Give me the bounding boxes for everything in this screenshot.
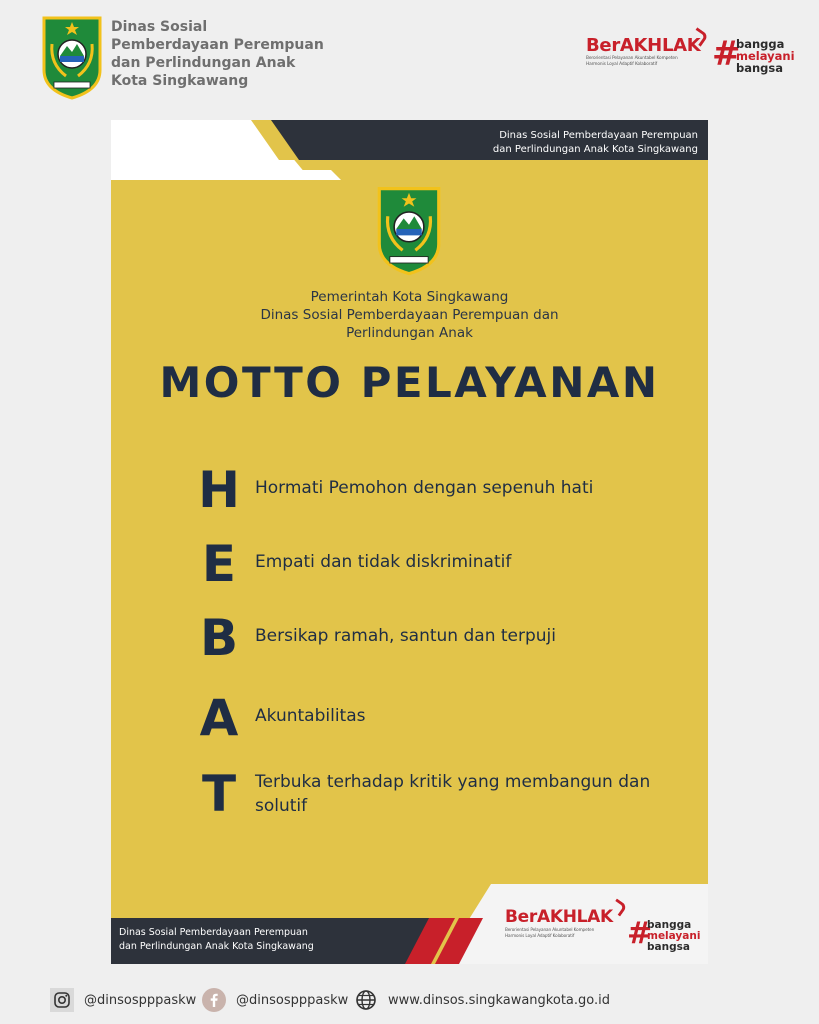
berakhlak-sub: Berorientasi Pelayanan Akuntabel Kompeten: [586, 56, 678, 61]
government-heading: [111, 288, 708, 342]
hashtag-icon: #: [627, 916, 653, 951]
value-text: Terbuka terhadap kritik yang membangun dan solutif: [255, 772, 651, 816]
bottom-strip-line: Dinas Sosial Pemberdayaan Perempuan: [119, 927, 308, 938]
berakhlak-logo: [586, 36, 702, 68]
berakhlak-sub: Harmonis Loyal Adaptif Kolaboratif: [505, 933, 575, 938]
berakhlak-word: BerAKHLAK: [586, 35, 701, 56]
value-text: Bersikap ramah, santun dan terpuji: [255, 626, 556, 646]
bangga-melayani-logo: [627, 916, 707, 956]
heading-line: Perlindungan Anak: [346, 325, 473, 341]
berakhlak-word: BerAKHLAK: [505, 907, 613, 927]
value-letter: B: [199, 609, 239, 667]
org-name-line: dan Perlindungan Anak: [111, 55, 296, 71]
berakhlak-sub: Harmonis Loyal Adaptif Kolaboratif: [586, 62, 658, 67]
coat-of-arms-icon: [40, 12, 104, 100]
hashtag-icon: #: [712, 34, 741, 74]
org-name: [111, 18, 351, 90]
bangga-line: bangga: [647, 919, 692, 931]
berakhlak-sub: Berorientasi Pelayanan Akuntabel Kompeten: [505, 927, 595, 932]
bangga-line: melayani: [647, 930, 701, 942]
facebook-handle: @dinsospppaskw: [236, 992, 349, 1008]
instagram-link[interactable]: [50, 984, 196, 1016]
org-name-line: Pemberdayaan Perempuan: [111, 37, 324, 53]
value-text: Empati dan tidak diskriminatif: [255, 552, 512, 572]
value-letter: E: [201, 535, 237, 593]
bangga-melayani-logo: [712, 34, 802, 78]
instagram-icon: [50, 988, 74, 1012]
bottom-strip-line: dan Perlindungan Anak Kota Singkawang: [119, 941, 314, 952]
top-strip-line: dan Perlindungan Anak Kota Singkawang: [492, 144, 698, 155]
coat-of-arms-icon: [375, 182, 443, 276]
motto-title: MOTTO PELAYANAN: [159, 358, 660, 407]
footer: [0, 984, 819, 1016]
bottom-strip-text: [119, 926, 314, 954]
value-letter: T: [201, 765, 237, 823]
berakhlak-logo: [505, 907, 619, 939]
heading-line: Pemerintah Kota Singkawang: [310, 289, 509, 305]
bangga-line: bangga: [736, 37, 785, 51]
org-name-line: Dinas Sosial: [111, 19, 208, 35]
value-letter: H: [198, 461, 240, 519]
bangga-line: bangsa: [647, 941, 690, 953]
bangga-line: melayani: [736, 49, 795, 63]
value-text: Akuntabilitas: [255, 706, 366, 726]
facebook-link[interactable]: [202, 984, 348, 1016]
value-text: Hormati Pemohon dengan sepenuh hati: [255, 478, 594, 498]
top-strip-text: [493, 129, 698, 157]
website-url: www.dinsos.singkawangkota.go.id: [388, 992, 610, 1008]
value-letter: A: [199, 689, 239, 747]
top-strip-line: Dinas Sosial Pemberdayaan Perempuan: [499, 130, 698, 141]
globe-icon: [354, 988, 378, 1012]
org-name-line: Kota Singkawang: [111, 73, 249, 89]
facebook-icon: [202, 988, 226, 1012]
bangga-line: bangsa: [736, 61, 784, 75]
website-link[interactable]: [354, 984, 610, 1016]
motto-poster: [111, 120, 708, 964]
instagram-handle: @dinsospppaskw: [84, 992, 197, 1008]
heading-line: Dinas Sosial Pemberdayaan Perempuan dan: [260, 307, 559, 323]
